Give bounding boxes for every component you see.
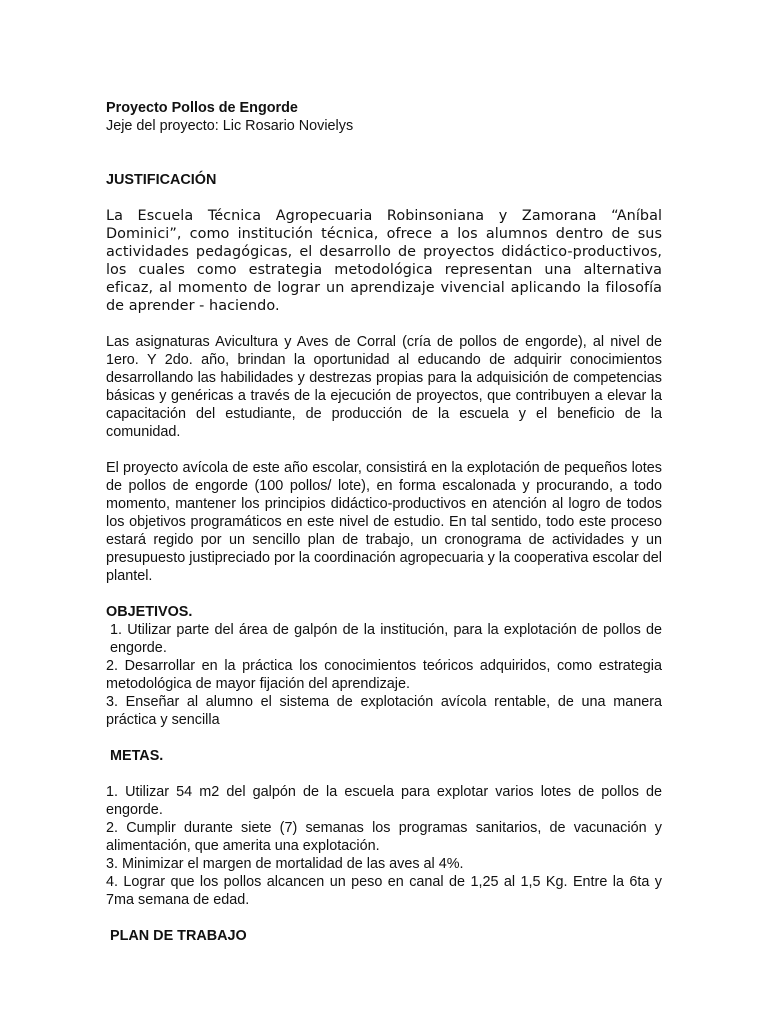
document-title: Proyecto Pollos de Engorde bbox=[106, 100, 298, 116]
justification-paragraph-2: Las asignaturas Avicultura y Aves de Corral (cría de pollos de engorde), al nivel de 1ero. Y 2do. año, brindan la oportunidad al educando de adquirir conocimientos desarrollando las habilidades y destrezas propias para la adquisición de competencias básicas y genéricas a través de la ejecución de proyectos, que contribuyen a elevar la capacitación del estudiante, de producción de la escuela y el beneficio de la comunidad. bbox=[106, 334, 662, 440]
objective-item-3: 3. Enseñar al alumno el sistema de explotación avícola rentable, de una manera práctica y sencilla bbox=[106, 694, 662, 728]
meta-item-2: 2. Cumplir durante siete (7) semanas los programas sanitarios, de vacunación y alimentación, que amerita una explotación. bbox=[106, 820, 662, 854]
spacer-after-paragraph-2 bbox=[106, 441, 662, 459]
spacer-after-metas bbox=[106, 909, 662, 927]
objective-item-1: 1. Utilizar parte del área de galpón de la institución, para la explotación de pollos de engorde. bbox=[110, 622, 662, 656]
justification-heading: JUSTIFICACIÓN bbox=[106, 172, 217, 188]
justification-paragraph-3: El proyecto avícola de este año escolar, consistirá en la explotación de pequeños lotes de pollos de engorde (100 pollos/ lote), en forma escalonada y procurando, a todo momento, mantener los principios didáctico-productivos en atención al logro de todos los objetivos programáticos en este nivel de estudio. En tal sentido, todo este proceso estará regido por un sencillo plan de trabajo, un cronograma de actividades y un presupuesto justipreciado por la coordinación agropecuaria y la cooperativa escolar del plantel. bbox=[106, 460, 662, 584]
spacer-after-paragraph-3 bbox=[106, 585, 662, 603]
meta-item-1: 1. Utilizar 54 m2 del galpón de la escuela para explotar varios lotes de pollos de engorde. bbox=[106, 784, 662, 818]
metas-list bbox=[106, 783, 662, 909]
spacer-after-objectives bbox=[106, 729, 662, 747]
spacer-after-metas-heading bbox=[106, 765, 662, 783]
objectives-list bbox=[106, 621, 662, 729]
objectives-heading: OBJETIVOS. bbox=[106, 604, 193, 620]
document-page bbox=[106, 99, 662, 945]
spacer-after-justification-heading bbox=[106, 189, 662, 207]
meta-item-3: 3. Minimizar el margen de mortalidad de las aves al 4%. bbox=[106, 856, 464, 872]
document-subtitle: Jeje del proyecto: Lic Rosario Novielys bbox=[106, 118, 354, 134]
objective-item-2: 2. Desarrollar en la práctica los conocimientos teóricos adquiridos, como estrategia metodológica de mayor fijación del aprendizaje. bbox=[106, 658, 662, 692]
plan-heading: PLAN DE TRABAJO bbox=[110, 928, 247, 944]
spacer-after-header bbox=[106, 135, 662, 171]
meta-item-4: 4. Lograr que los pollos alcancen un peso en canal de 1,25 al 1,5 Kg. Entre la 6ta y 7ma semana de edad. bbox=[106, 874, 662, 908]
justification-paragraph-1: La Escuela Técnica Agropecuaria Robinsoniana y Zamorana “Aníbal Dominici”, como institución técnica, ofrece a los alumnos dentro de sus actividades pedagógicas, el desarrollo de proyectos didáctico-productivos, los cuales como estrategia metodológica representan una alternativa eficaz, al momento de lograr un aprendizaje vivencial aplicando la filosofía de aprender - haciendo. bbox=[106, 208, 662, 314]
metas-heading: METAS. bbox=[110, 748, 164, 764]
spacer-after-paragraph-1 bbox=[106, 315, 662, 333]
